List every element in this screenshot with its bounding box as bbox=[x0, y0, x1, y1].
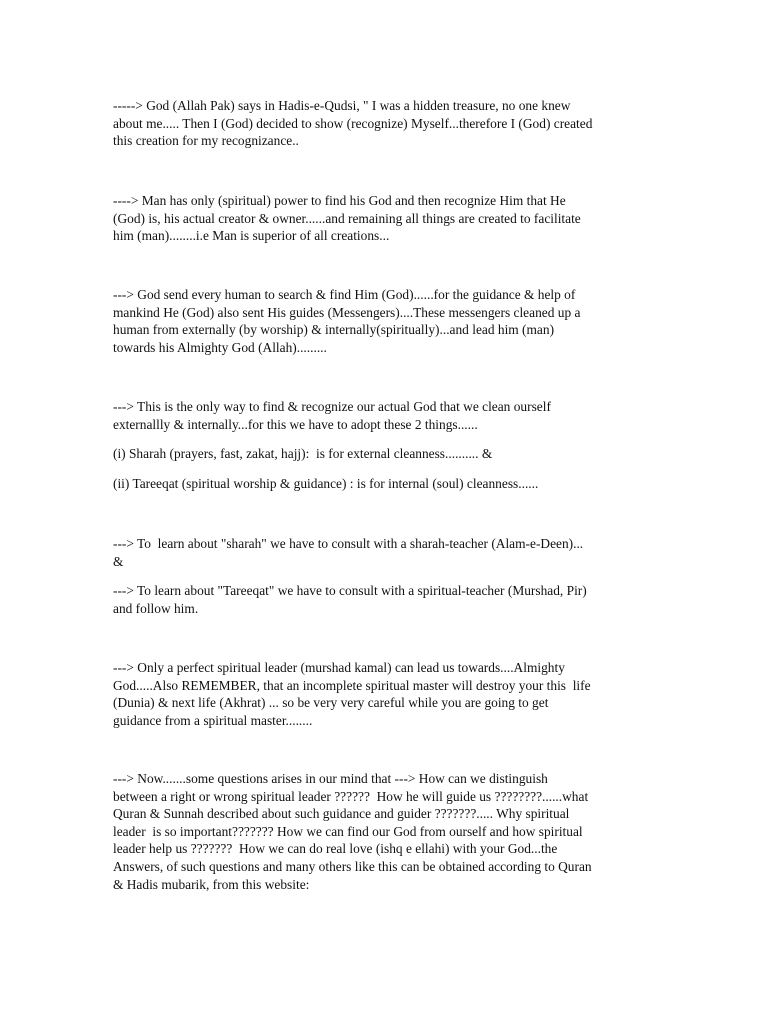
text-line: ---> Now.......some questions arises in our mind that ---> How can we distinguish bbox=[113, 771, 548, 786]
paragraph-perfect-leader bbox=[113, 659, 658, 729]
text-line: this creation for my recognizance.. bbox=[113, 133, 299, 149]
text-line: ---> Only a perfect spiritual leader (murshad kamal) can lead us towards....Almighty bbox=[113, 660, 565, 675]
paragraph-sharah bbox=[113, 445, 658, 463]
paragraph-hidden-treasure bbox=[113, 97, 658, 150]
text-line: ---> God send every human to search & find Him (God)......for the guidance & help of bbox=[113, 287, 576, 302]
text-line: & bbox=[113, 553, 124, 569]
paragraph-man-power bbox=[113, 192, 658, 245]
text-line: (ii) Tareeqat (spiritual worship & guidance) : is for internal (soul) cleanness...... bbox=[113, 476, 539, 491]
text-line: God.....Also REMEMBER, that an incomplete spiritual master will destroy your this life bbox=[113, 677, 591, 693]
text-line: and follow him. bbox=[113, 600, 199, 616]
text-line: leader is so important??????? How we can find our God from ourself and how spiritual bbox=[113, 823, 583, 839]
paragraph-learn-sharah bbox=[113, 535, 658, 570]
text-line: him (man)........i.e Man is superior of all creations... bbox=[113, 228, 390, 244]
text-line: (Dunia) & next life (Akhrat) ... so be very very careful while you are going to get bbox=[113, 695, 549, 711]
text-line: about me..... Then I (God) decided to show (recognize) Myself...therefore I (God) created bbox=[113, 115, 593, 131]
text-line: externallly & internally...for this we have to adopt these 2 things...... bbox=[113, 416, 478, 432]
text-line: ---> To learn about "sharah" we have to consult with a sharah-teacher (Alam-e-Deen)... bbox=[113, 536, 584, 551]
text-line: mankind He (God) also sent His guides (Messengers)....These messengers cleaned up a bbox=[113, 304, 581, 320]
paragraph-learn-tareeqat bbox=[113, 582, 658, 617]
text-line: ----> Man has only (spiritual) power to find his God and then recognize Him that He bbox=[113, 193, 566, 208]
text-line: Answers, of such questions and many others like this can be obtained according to Quran bbox=[113, 858, 592, 874]
text-line: -----> God (Allah Pak) says in Hadis-e-Qudsi, " I was a hidden treasure, no one knew bbox=[113, 98, 571, 113]
paragraph-questions bbox=[113, 770, 658, 893]
paragraph-only-way bbox=[113, 398, 658, 433]
text-line: ---> This is the only way to find & recognize our actual God that we clean ourself bbox=[113, 399, 551, 414]
text-line: human from externally (by worship) & internally(spiritually)...and lead him (man) bbox=[113, 322, 555, 338]
paragraph-tareeqat bbox=[113, 475, 658, 493]
text-line: towards his Almighty God (Allah)......... bbox=[113, 339, 327, 355]
text-line: guidance from a spiritual master........ bbox=[113, 712, 313, 728]
paragraph-guidance bbox=[113, 286, 658, 356]
text-line: ---> To learn about "Tareeqat" we have to consult with a spiritual-teacher (Murshad, Pir) bbox=[113, 583, 587, 598]
text-line: (i) Sharah (prayers, fast, zakat, hajj): is for external cleanness.......... & bbox=[113, 446, 493, 461]
text-line: leader help us ??????? How we can do real love (ishq e ellahi) with your God...the bbox=[113, 841, 558, 857]
text-line: Quran & Sunnah described about such guidance and guider ???????..... Why spiritual bbox=[113, 806, 570, 822]
text-line: between a right or wrong spiritual leader ?????? How he will guide us ????????......what bbox=[113, 788, 589, 804]
text-line: (God) is, his actual creator & owner......and remaining all things are created to facilitate bbox=[113, 210, 581, 226]
text-line: & Hadis mubarik, from this website: bbox=[113, 876, 310, 892]
